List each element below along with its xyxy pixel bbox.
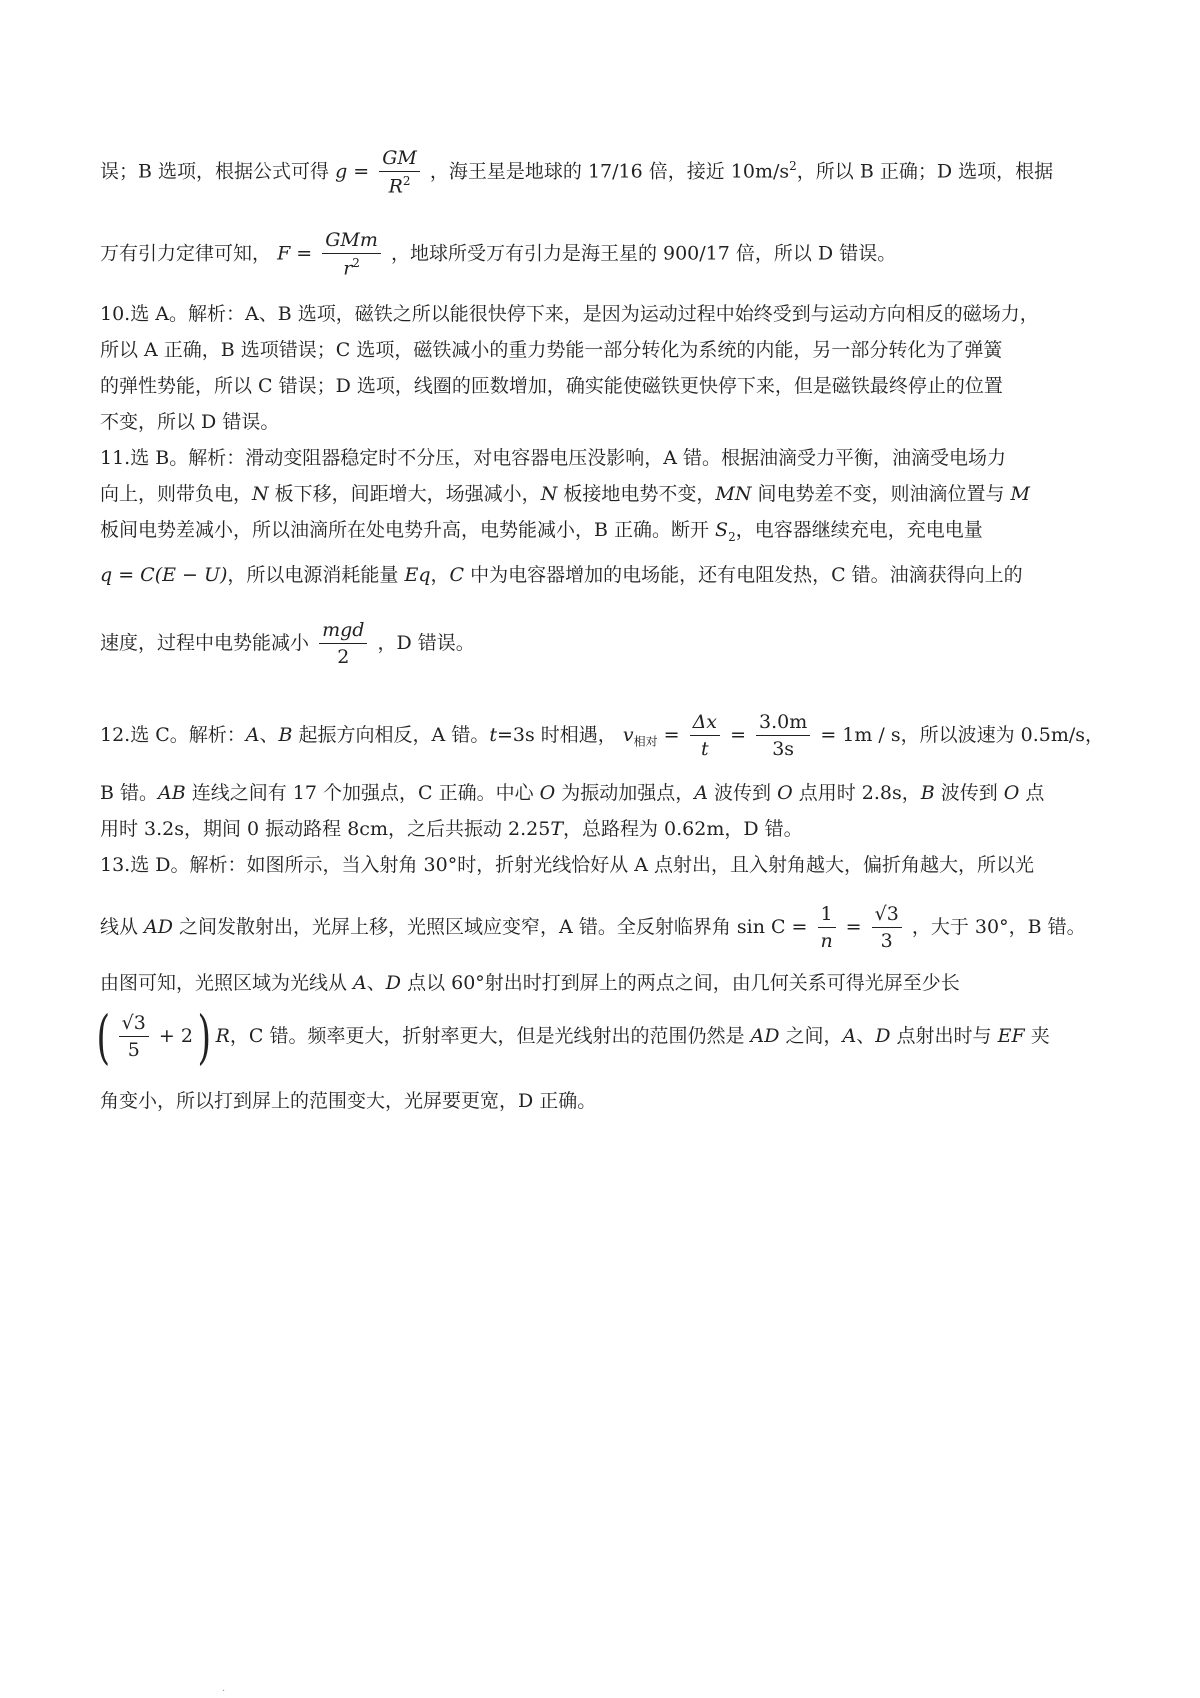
math-variable: AD [750,1025,780,1047]
math-variable: D [385,972,402,994]
fraction-numerator: √3 [119,1013,149,1037]
text-segment: ，电容器继续充电，充电电量 [735,519,983,541]
text-segment: 11.选 B。解析：滑动变阻器稳定时不分压，对电容器电压没影响，A 错。根据油滴受力平衡，油滴受电场力 [100,447,1006,469]
text-segment: 用时 3.2s，期间 0 振动路程 8cm，之后共振动 2.25 [100,818,551,840]
fraction-sqrt3-over-5 [119,1013,149,1061]
math-variable: N [540,483,558,505]
text-segment: 速度，过程中电势能减小 [100,631,310,654]
math-variable: Eq [404,564,431,586]
text-segment: ，所以 B 正确；D 选项，根据 [796,160,1054,183]
math-variable: AD [144,915,174,938]
math-variable: N [252,483,269,505]
text-line-18 [92,1003,1050,1071]
text-line-3 [100,305,1039,324]
math-variable: O [539,782,556,804]
math-variable: v [622,723,634,746]
text-segment: ，大于 30°，B 错。 [911,915,1086,938]
math-variable: EF [997,1025,1025,1047]
fraction-denominator: 5 [127,1039,140,1061]
text-line-8 [100,485,1030,504]
text-line-15 [100,856,1034,875]
text-segment: 起振方向相反，A 错。 [292,723,490,746]
text-segment: 板间电势差减小，所以油滴所在处电势升高，电势能减小，B 正确。断开 [100,519,716,541]
text-segment: 12.选 C。解析： [100,723,246,746]
text-segment: 板接地电势不变， [557,483,716,505]
text-segment: B 错。 [100,782,159,804]
text-segment: 的弹性势能，所以 C 错误；D 选项，线圈的匝数增加，确实能使磁铁更快停下来，但是磁铁最终停止的位置 [100,375,1003,397]
text-segment: 10.选 A。解析：A、B 选项，磁铁之所以能很快停下来，是因为运动过程中始终受到与运动方向相反的磁场力， [100,303,1039,325]
math-variable: R [215,1025,230,1047]
fraction-numerator: GMm [322,230,381,254]
text-segment: ，所以波速为 0.5m/s， [900,723,1105,746]
text-segment: 线从 [100,915,145,938]
fraction-numerator: mgd [319,620,367,644]
text-line-10 [100,566,1023,585]
math-variable: AB [158,782,186,804]
fraction-numerator: GM [379,148,420,172]
text-line-4 [100,341,1002,360]
fraction-gmm-over-r2 [322,230,381,279]
text-segment: 为振动加强点， [555,782,695,804]
math-variable: O [777,782,793,804]
math-variable: r [343,257,353,280]
math-formula: q = C(E − U) [100,564,228,586]
math-operator: = [657,723,686,746]
subscript: 相对 [633,734,658,749]
math-variable: A [694,782,708,804]
math-operator: = [347,160,376,183]
text-line-2 [100,230,896,279]
text-line-13 [100,784,1044,803]
text-line-7 [100,449,1006,468]
text-segment: 、 [856,1025,876,1047]
text-segment: ，所以电源消耗能量 [227,564,405,586]
text-segment: 角变小，所以打到屏上的范围变大，光屏要更宽，D 正确。 [100,1090,597,1112]
text-segment: 之间， [779,1025,843,1047]
fraction-mgd-over-2 [319,620,367,668]
text-segment: 夹 [1024,1025,1050,1047]
fraction-denominator: 3s [772,737,795,760]
math-formula: = 1m / s [820,723,901,746]
left-parenthesis: ( [96,1003,111,1071]
fraction-numerator: 1 [818,904,836,928]
math-variable: F [277,242,291,265]
text-segment: 所以 A 正确，B 选项错误；C 选项，磁铁减小的重力势能一部分转化为系统的内能，另一部分转化为了弹簧 [100,339,1003,361]
math-operator: = [730,723,753,746]
fraction-denominator: t [700,737,709,760]
text-line-9 [100,521,983,543]
superscript: 2 [402,173,411,188]
fraction-1-over-n [818,904,836,952]
text-line-5 [100,377,1003,396]
text-segment: ，总路程为 0.62m，D 错。 [563,818,803,840]
math-formula: + 2 [152,1025,193,1047]
text-segment: 、 [259,723,279,746]
text-segment: =3s 时相遇， [496,723,617,746]
text-segment: 万有引力定律可知， [100,242,272,265]
text-segment: 波传到 [934,782,1004,804]
math-operator: = [290,242,319,265]
text-segment: 中为电容器增加的电场能，还有电阻发热，C 错。油滴获得向上的 [464,564,1023,586]
text-segment: 、 [366,972,386,994]
fraction-denominator: n [820,929,833,952]
text-segment: 误；B 选项，根据公式可得 [100,160,330,183]
text-line-12 [100,712,1104,760]
math-variable: O [1003,782,1020,804]
fraction-sqrt3-over-3 [872,904,902,952]
text-line-14 [100,820,803,839]
math-formula: sin C = [736,915,814,938]
fraction-numerator: Δx [690,712,720,736]
text-segment: 间电势差不变，则油滴位置与 [751,483,1011,505]
text-segment: ，D 错误。 [377,631,475,654]
text-segment: 板下移，间距增大，场强减小， [268,483,541,505]
text-segment: 点用时 2.8s， [792,782,921,804]
text-segment: 点射出时与 [890,1025,998,1047]
superscript: 2 [789,159,797,174]
math-variable: MN [715,483,752,505]
math-variable: R [388,175,403,198]
text-line-16 [100,904,1086,952]
text-line-11 [100,620,475,668]
math-variable: M [1010,483,1031,505]
math-variable: T [550,818,563,840]
text-segment: ，地球所受万有引力是海王星的 900/17 倍，所以 D 错误。 [390,242,897,265]
fraction-denominator: 3 [880,929,893,952]
text-segment: 点 [1019,782,1045,804]
subscript: 2 [728,529,736,544]
fraction-numerator: √3 [872,904,902,928]
fraction-numerator: 3.0m [756,712,810,736]
math-variable: D [875,1025,891,1047]
text-segment: ，C 错。频率更大，折射率更大，但是光线射出的范围仍然是 [229,1025,751,1047]
footer-mark: · [222,1686,226,1697]
fraction-denominator [322,254,381,279]
math-variable: S [715,519,729,541]
text-segment: 13.选 D。解析：如图所示，当入射角 30°时，折射光线恰好从 A 点射出，且入射角越大，偏折角越大，所以光 [100,854,1035,876]
text-line-19 [100,1092,596,1111]
text-segment: 之间发散射出，光屏上移，光照区域应变窄，A 错。全反射临界角 [173,915,731,938]
text-segment: ， [430,564,450,586]
fraction-denominator: 2 [337,645,350,668]
math-variable: g [335,160,348,183]
math-variable: A [353,972,367,994]
math-variable: A [842,1025,857,1047]
superscript: 2 [352,255,360,270]
text-segment: 不变，所以 D 错误。 [100,411,280,433]
math-variable: B [920,782,935,804]
text-segment: 向上，则带负电， [100,483,253,505]
math-variable: C [449,564,465,586]
text-line-17 [100,974,960,993]
text-segment: 点以 60°射出时打到屏上的两点之间，由几何关系可得光屏至少长 [401,972,960,994]
text-line-1 [100,148,1053,197]
math-operator: = [845,915,868,938]
fraction-dx-over-t [690,712,720,760]
text-segment: ，海王星是地球的 17/16 倍，接近 10m/s [429,160,790,183]
math-variable: A [245,723,260,746]
fraction-denominator [379,172,420,197]
fraction-distance-over-time [756,712,810,760]
text-segment: 连线之间有 17 个加强点，C 正确。中心 [185,782,540,804]
text-line-6 [100,413,279,432]
math-variable: t [489,723,497,746]
text-segment: 波传到 [707,782,778,804]
math-variable: B [278,723,293,746]
fraction-gm-over-r2 [379,148,420,197]
right-parenthesis: ) [197,1003,212,1071]
text-segment: 由图可知，光照区域为光线从 [100,972,354,994]
